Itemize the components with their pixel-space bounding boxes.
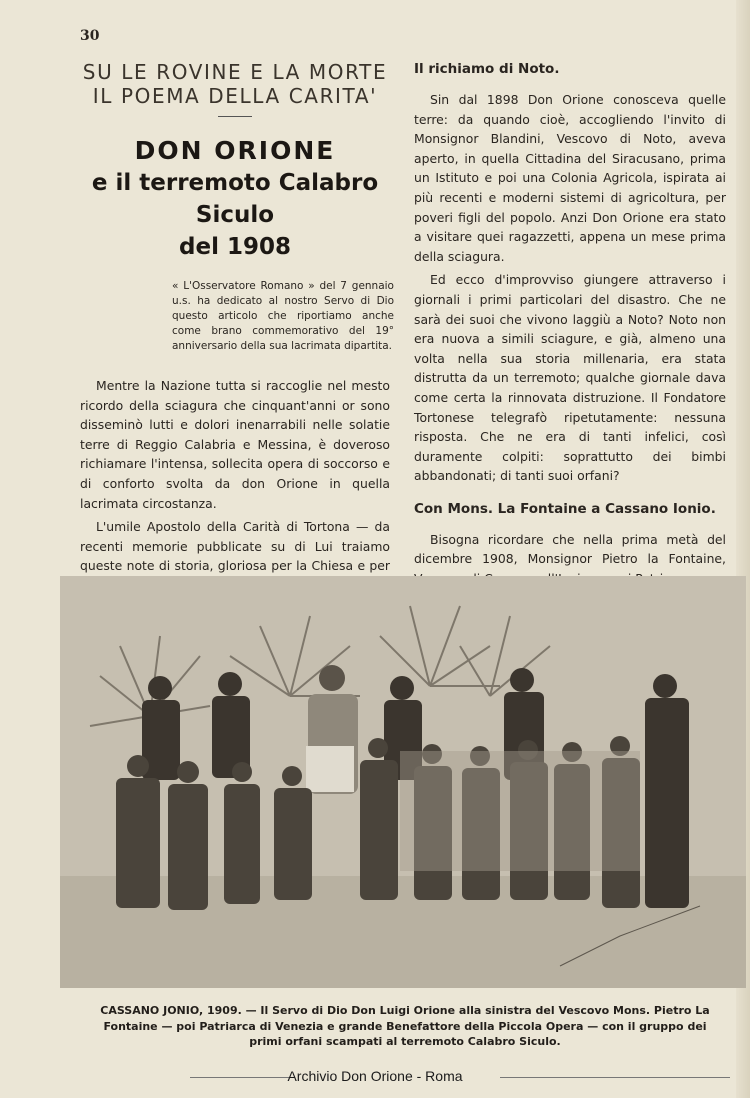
headline-line-2: e il terremoto Calabro Siculo — [91, 170, 379, 228]
noto-paragraph-2: Ed ecco d'improvviso giungere attraverso i giornali i primi particolari del disastro. Che ne sarà dei suoi che vivono laggiù a Noto? Noto non era nuova a simili sciagure, e già, almeno una volta nella sua storia millenaria, era stata distrutta da un terremoto; qualche giornale dava come certa la rinnovata distruzione. Il Fondatore Tortonese telegrafò ripetutamente: nessuna risposta. Che ne era di tanti infelici, così duramente colpiti: soprattutto dei bimbi abbandonati; di tanti suoi orfani? — [414, 272, 726, 484]
headline-line-3: del 1908 — [179, 234, 291, 260]
photo-caption: CASSANO JONIO, 1909. — Il Servo di Dio Don Luigi Orione alla sinistra del Vescovo Mons. Pietro La Fontaine — poi Patriarca di Venezia e grande Benefattore della Piccola Opera — con il gruppo dei primi orfani scampati al terremoto Calabro Siculo. — [100, 1004, 710, 1049]
main-title-line-1: SU LE ROVINE E LA MORTE — [82, 60, 388, 84]
left-paragraph-1: Mentre la Nazione tutta si raccoglie nel mesto ricordo della sciagura che cinquant'anni or sono disseminò lutti e dolori inenarrabili nelle solatie terre di Reggio Calabria e Messina, è doveroso richiamare l'intensa, sollecita opera di soccorso e di conforto svolta da don Orione in quella lacrimata circostanza. — [80, 378, 390, 511]
noto-paragraph-1: Sin dal 1898 Don Orione conosceva quelle terre: da quando cioè, accogliendo l'invito di Monsignor Blandini, Vescovo di Noto, aveva aperto, in quella Cittadina del Siracusano, prima un Istituto e poi una Colonia Agricola, ispirata ai più recenti e moderni sistemi di agricoltura, per poveri figli del popolo. Anzi Don Orione era stato a visitare quei ragazzetti, appena un mese prima della sciagura. — [414, 92, 726, 264]
main-title-line-2: IL POEMA DELLA CARITA' — [92, 84, 378, 108]
left-column — [80, 60, 394, 619]
right-column — [414, 60, 726, 593]
intro-note: « L'Osservatore Romano » del 7 gennaio u.s. ha dedicato al nostro Servo di Dio questo articolo che riportiamo anche come brano commemorativo del 19° anniversario della sua lacrimata dipartita. — [172, 280, 394, 352]
group-photograph — [60, 576, 746, 988]
section-heading-cassano: Con Mons. La Fontaine a Cassano Ionio. — [414, 500, 716, 517]
page-number: 30 — [80, 28, 100, 44]
left-paragraph-2: L'umile Apostolo della Carità di Tortona — da recenti memorie pubblicate su di Lui traiamo queste note di storia, gloriosa per la Chiesa e per — [80, 519, 390, 574]
archive-stamp: Archivio Don Orione - Roma — [287, 1068, 463, 1084]
title-divider — [218, 116, 252, 117]
section-heading-noto: Il richiamo di Noto. — [414, 61, 560, 77]
cassano-paragraph-1: Bisogna ricordare che nella prima metà del dicembre 1908, Monsignor Pietro la Fontaine, — [414, 531, 726, 567]
photo-illustration — [60, 576, 746, 988]
headline-line-1: DON ORIONE — [134, 136, 336, 165]
